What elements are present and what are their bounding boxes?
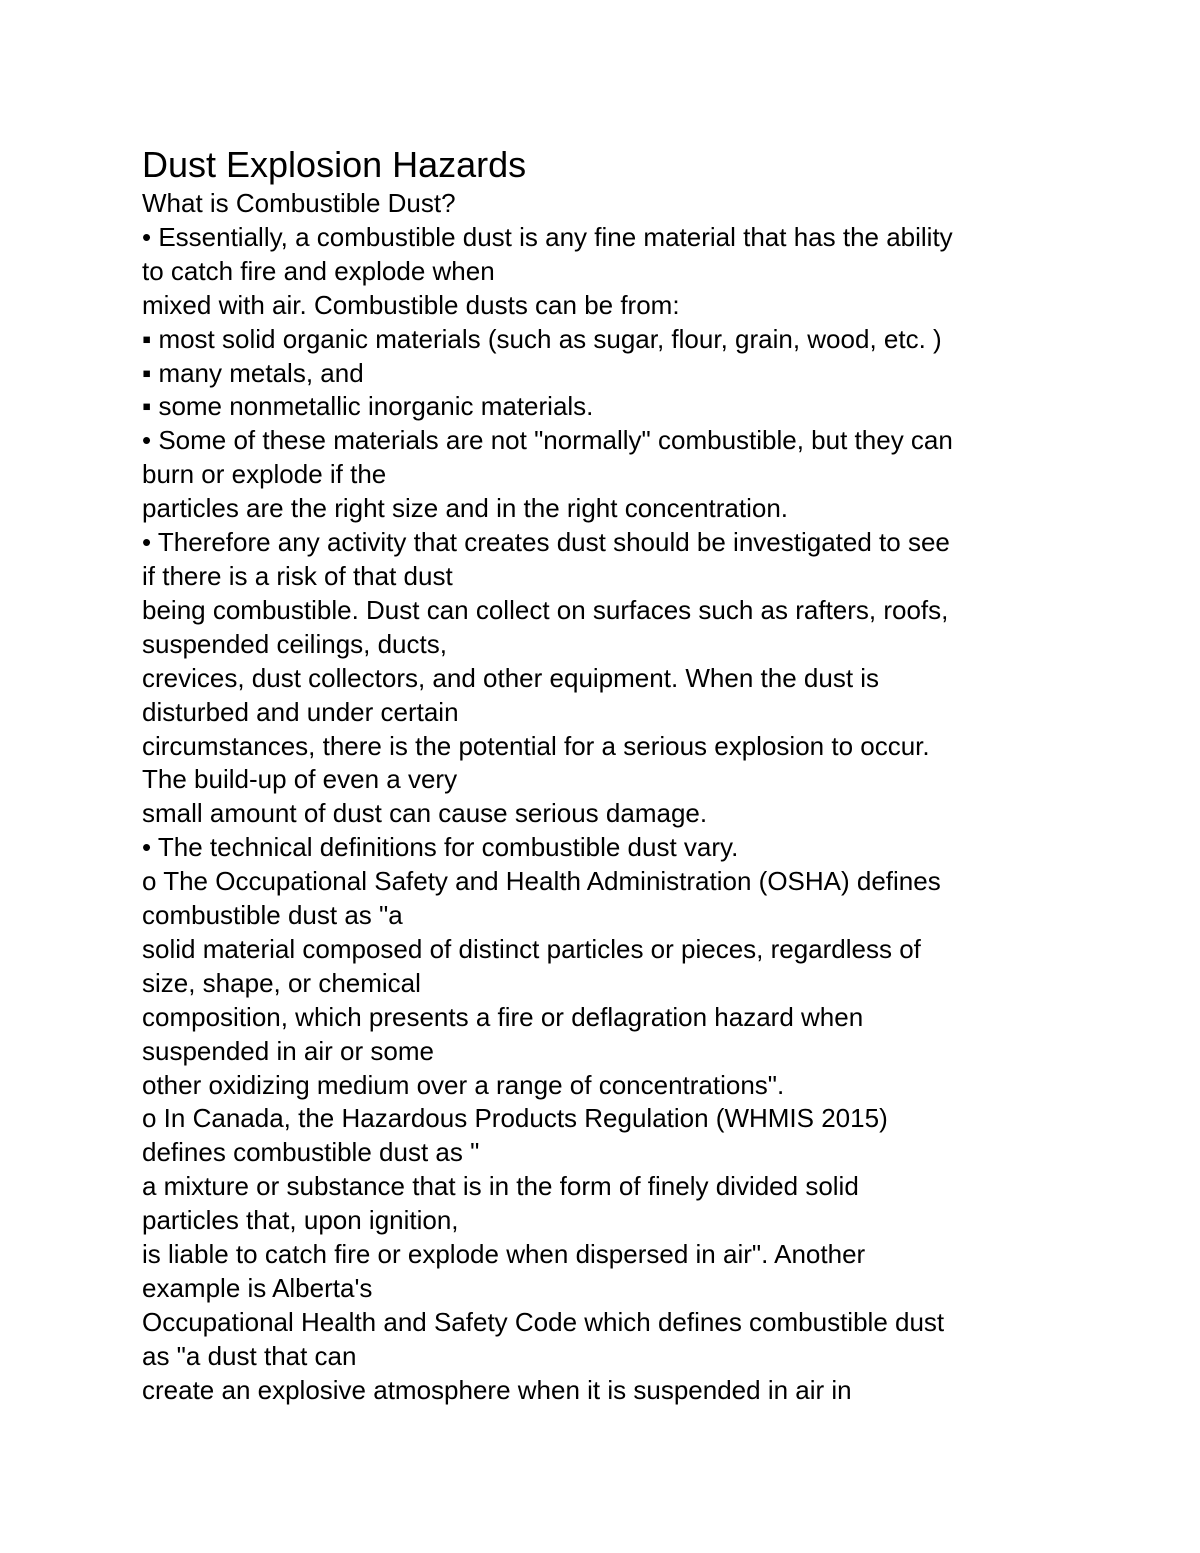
text-line: ▪ some nonmetallic inorganic materials.	[142, 391, 594, 422]
document-title: Dust Explosion Hazards	[142, 144, 527, 185]
document-body	[142, 143, 1082, 1408]
text-line: o The Occupational Safety and Health Administration (OSHA) defines	[142, 866, 941, 897]
text-line: if there is a risk of that dust	[142, 560, 453, 591]
text-line: burn or explode if the	[142, 459, 387, 490]
text-line: suspended ceilings, ducts,	[142, 628, 447, 659]
text-line: ▪ many metals, and	[142, 357, 364, 388]
text-line: • Some of these materials are not "normally" combustible, but they can	[142, 425, 953, 456]
text-line: example is Alberta's	[142, 1273, 373, 1303]
text-line: What is Combustible Dust?	[142, 188, 456, 218]
text-line: composition, which presents a fire or deflagration hazard when	[142, 1001, 864, 1032]
text-line: particles are the right size and in the right concentration.	[142, 493, 789, 524]
text-line: solid material composed of distinct particles or pieces, regardless of	[142, 933, 921, 964]
text-line: Occupational Health and Safety Code which defines combustible dust	[142, 1306, 945, 1337]
text-line: to catch fire and explode when	[142, 255, 495, 286]
text-line: being combustible. Dust can collect on surfaces such as rafters, roofs,	[142, 594, 949, 625]
text-line: is liable to catch fire or explode when dispersed in air". Another	[142, 1239, 866, 1270]
text-line: defines combustible dust as "	[142, 1137, 480, 1168]
text-line: crevices, dust collectors, and other equipment. When the dust is	[142, 662, 880, 693]
text-line: small amount of dust can cause serious damage.	[142, 798, 708, 829]
text-line: suspended in air or some	[142, 1035, 434, 1066]
text-line: create an explosive atmosphere when it is suspended in air in	[142, 1374, 852, 1405]
text-line: as "a dust that can	[142, 1340, 357, 1371]
text-line: a mixture or substance that is in the form of finely divided solid	[142, 1171, 859, 1202]
text-line: • The technical definitions for combustible dust vary.	[142, 832, 739, 863]
text-line: circumstances, there is the potential for a serious explosion to occur.	[142, 730, 930, 761]
text-line: • Essentially, a combustible dust is any fine material that has the ability	[142, 221, 953, 252]
text-line: ▪ most solid organic materials (such as sugar, flour, grain, wood, etc. )	[142, 323, 942, 354]
text-line: particles that, upon ignition,	[142, 1205, 459, 1236]
text-line: other oxidizing medium over a range of concentrations".	[142, 1069, 785, 1100]
text-line: The build-up of even a very	[142, 764, 458, 795]
text-line: disturbed and under certain	[142, 696, 459, 727]
text-line: mixed with air. Combustible dusts can be from:	[142, 289, 680, 320]
text-line: combustible dust as "a	[142, 900, 403, 931]
text-line: size, shape, or chemical	[142, 967, 421, 998]
text-line: o In Canada, the Hazardous Products Regulation (WHMIS 2015)	[142, 1103, 888, 1134]
text-line: • Therefore any activity that creates dust should be investigated to see	[142, 527, 950, 558]
